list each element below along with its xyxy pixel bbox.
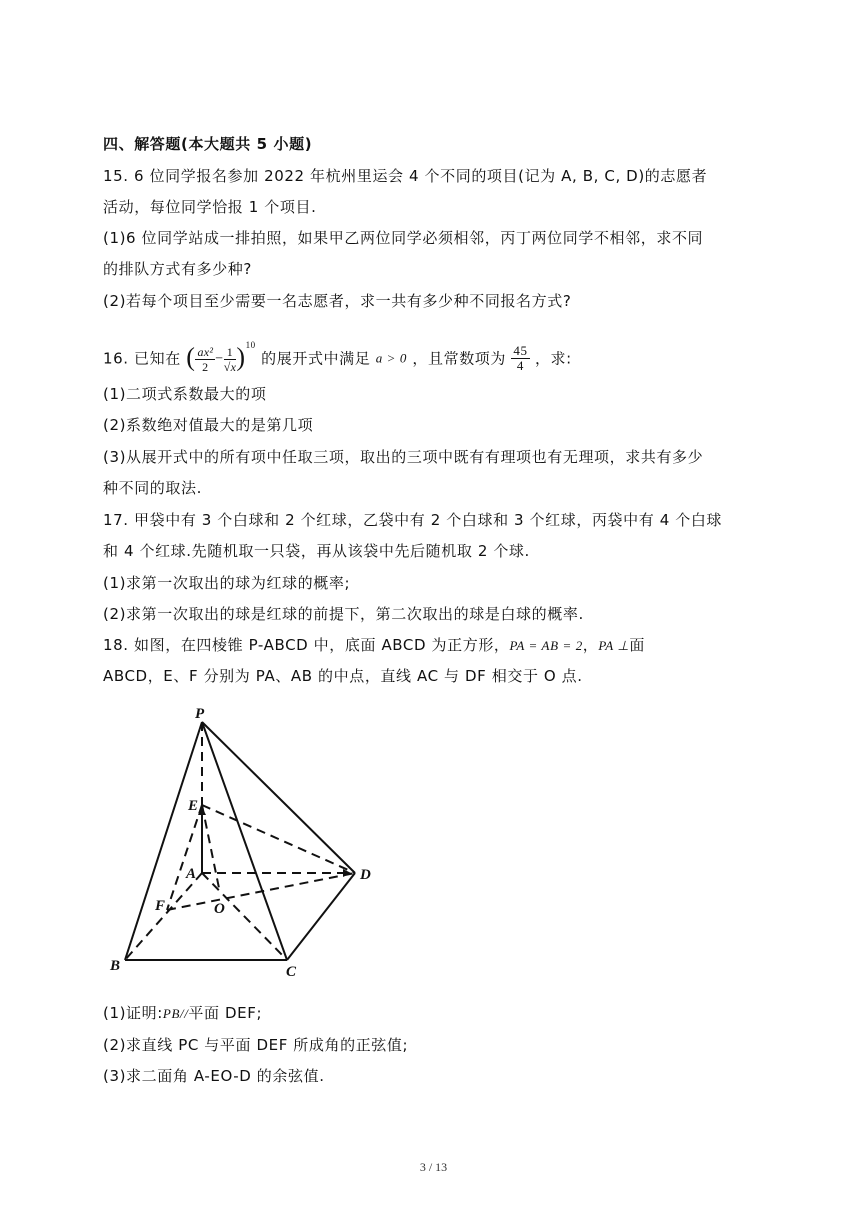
q16-part3-line1: (3)从展开式中的所有项中任取三项，取出的三项中既有有理项也有无理项，求共有多少 xyxy=(103,448,704,466)
q15-line2: 活动，每位同学恰报 1 个项目. xyxy=(103,198,317,216)
edge-EO-dashed xyxy=(202,805,220,893)
label-C: C xyxy=(286,964,297,980)
q16-part2: (2)系数绝对值最大的是第几项 xyxy=(103,416,314,434)
q15-part2: (2)若每个项目至少需要一名志愿者，求一共有多少种不同报名方式? xyxy=(103,292,572,310)
q17-line2: 和 4 个红球.先随机取一只袋，再从该袋中先后随机取 2 个球. xyxy=(103,542,530,560)
q18-condition-eq: PA = AB = 2 xyxy=(509,638,583,653)
q18-line1-text: 18. 如图，在四棱锥 P-ABCD 中，底面 ABCD 为正方形， xyxy=(103,636,510,654)
q16-mid2: ，且常数项为 xyxy=(412,349,506,368)
q16-suffix: ，求: xyxy=(534,349,572,368)
edge-PD xyxy=(202,722,355,873)
q15-part1-line1: (1)6 位同学站成一排拍照，如果甲乙两位同学必须相邻，丙丁两位同学不相邻，求不同 xyxy=(103,229,704,247)
section-title: 四、解答题(本大题共 5 小题) xyxy=(103,135,313,153)
binomial-expression: ( $\frac{\text{ax²}}{2}$ − $\frac{1}{√x}$ )$^{10}$ xyxy=(186,340,256,375)
q18-part2: (2)求直线 PC 与平面 DEF 所成角的正弦值; xyxy=(103,1036,409,1054)
label-P: P xyxy=(195,706,205,722)
page-number: 3 / 13 xyxy=(419,1160,448,1174)
q17-line1: 17. 甲袋中有 3 个白球和 2 个红球，乙袋中有 2 个白球和 3 个红球，丙袋中有 4 个白球 xyxy=(103,511,723,529)
q16-condition: a > 0 xyxy=(375,350,408,366)
fraction-1-over-sqrt-x: $\frac{1}{√x}$ xyxy=(223,345,237,375)
edge-ED-dashed xyxy=(202,805,355,873)
label-B: B xyxy=(110,958,121,974)
q16-stem xyxy=(103,340,572,383)
q16-part3-line2: 种不同的取法. xyxy=(103,479,202,497)
label-A: A xyxy=(186,866,197,882)
fraction-ax2-over-2: $\frac{\text{ax²}}{2}$ xyxy=(197,345,214,375)
edge-CD xyxy=(287,873,355,960)
q18-part3: (3)求二面角 A-EO-D 的余弦值. xyxy=(103,1067,325,1085)
q16-prefix: 16. 已知在 xyxy=(103,349,181,368)
constant-term-fraction: $\frac{45}{4}$ xyxy=(513,343,528,374)
q16-middle: 的展开式中满足 xyxy=(261,349,371,368)
label-F: F xyxy=(155,898,166,914)
edge-AB-dashed xyxy=(125,873,202,960)
q17-part1: (1)求第一次取出的球为红球的概率; xyxy=(103,574,351,592)
edge-EF-dashed xyxy=(167,805,202,910)
q17-part2: (2)求第一次取出的球是红球的前提下，第二次取出的球是白球的概率. xyxy=(103,605,584,623)
pb-parallel: PB// xyxy=(162,1006,189,1021)
q18-condition-perp: PA ⊥ xyxy=(598,638,630,653)
label-O: O xyxy=(214,901,225,917)
label-E: E xyxy=(188,798,199,814)
q15-line1: 15. 6 位同学报名参加 2022 年杭州里运会 4 个不同的项目(记为 A, B, C, D)的志愿者 xyxy=(103,167,708,185)
q18-line2: ABCD，E、F 分别为 PA、AB 的中点，直线 AC 与 DF 相交于 O 点. xyxy=(103,667,583,685)
label-D: D xyxy=(360,867,371,883)
q18-line1: 18. 如图，在四棱锥 P-ABCD 中，底面 ABCD 为正方形，PA = AB = 2，PA ⊥面 xyxy=(103,636,645,654)
q16-part1: (1)二项式系数最大的项 xyxy=(103,385,267,403)
q15-part1-line2: 的排队方式有多少种? xyxy=(103,260,252,278)
pyramid-figure xyxy=(100,700,400,990)
q18-part1: (1)证明:PB//平面 DEF; xyxy=(103,1004,263,1022)
edge-PC xyxy=(202,722,287,960)
